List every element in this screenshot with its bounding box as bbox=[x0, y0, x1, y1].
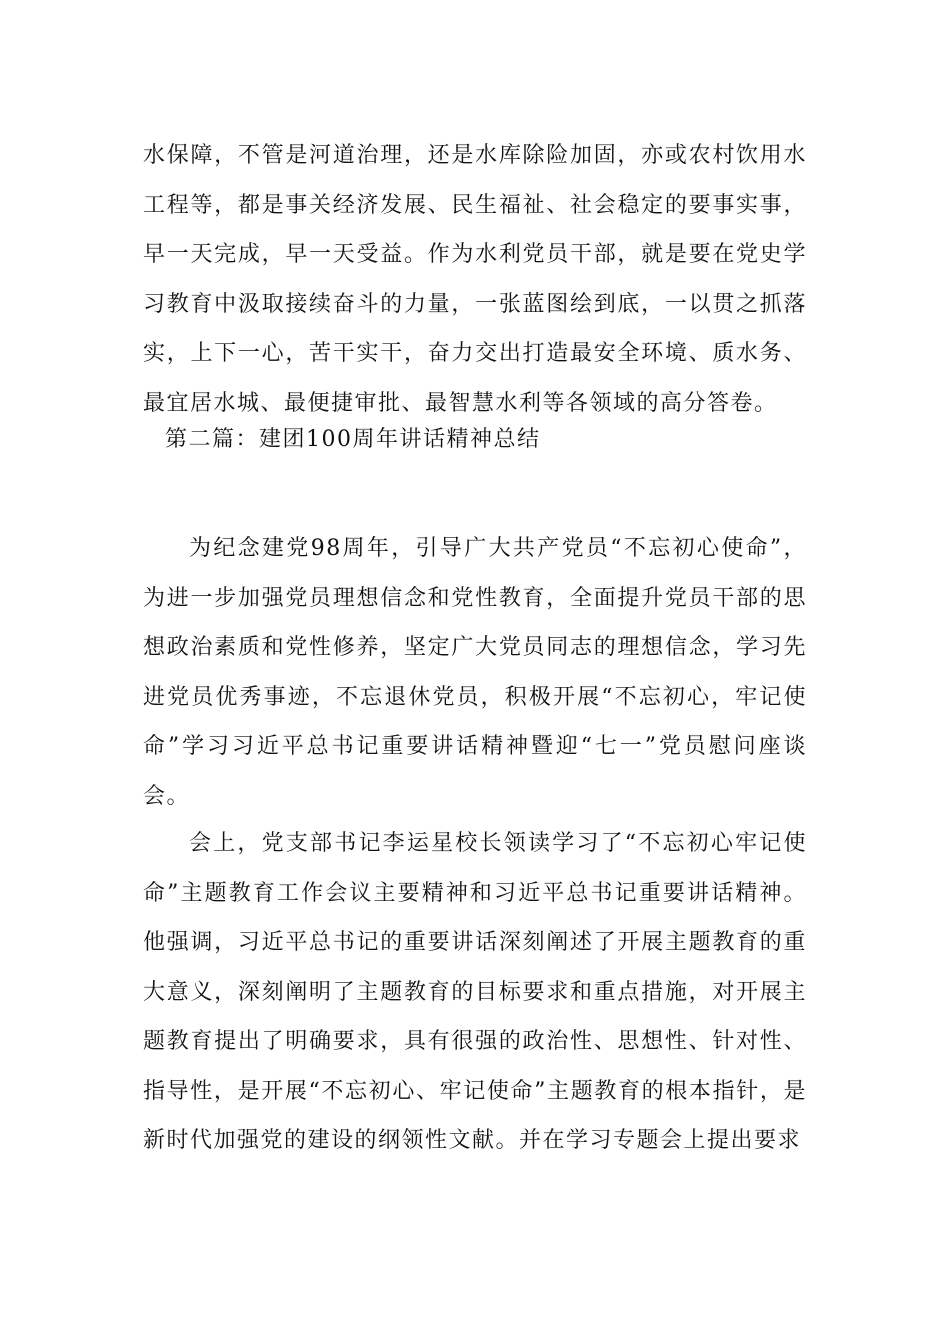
body-paragraph-3: 会上，党支部书记李运星校长领读学习了“不忘初心牢记使命”主题教育工作会议主要精神和习近平总书记重要讲话精神。他强调，习近平总书记的重要讲话深刻阐述了开展主题教育的重大意义，深刻阐明了主题教育的目标要求和重点措施，对开展主题教育提出了明确要求，具有很强的政治性、思想性、针对性、指导性，是开展“不忘初心、牢记使命”主题教育的根本指针，是新时代加强党的建设的纲领性文献。并在学习专题会上提出要求 bbox=[143, 831, 807, 1153]
section-heading: 第二篇：建团100周年讲话精神总结 bbox=[165, 427, 541, 452]
body-paragraph-2: 为纪念建党98周年，引导广大共产党员“不忘初心使命”，为进一步加强党员理想信念和党性教育，全面提升党员干部的思想政治素质和党性修养，坚定广大党员同志的理想信念，学习先进党员优秀事迹，不忘退休党员，积极开展“不忘初心，牢记使命”学习习近平总书记重要讲话精神暨迎“七一”党员慰问座谈会。 bbox=[143, 536, 807, 809]
body-paragraph-1: 水保障，不管是河道治理，还是水库除险加固，亦或农村饮用水工程等，都是事关经济发展、民生福祉、社会稳定的要事实事，早一天完成，早一天受益。作为水利党员干部，就是要在党史学习教育中汲取接续奋斗的力量，一张蓝图绘到底，一以贯之抓落实，上下一心，苦干实干，奋力交出打造最安全环境、质水务、最宜居水城、最便捷审批、最智慧水利等各领域的高分答卷。 bbox=[143, 143, 807, 416]
